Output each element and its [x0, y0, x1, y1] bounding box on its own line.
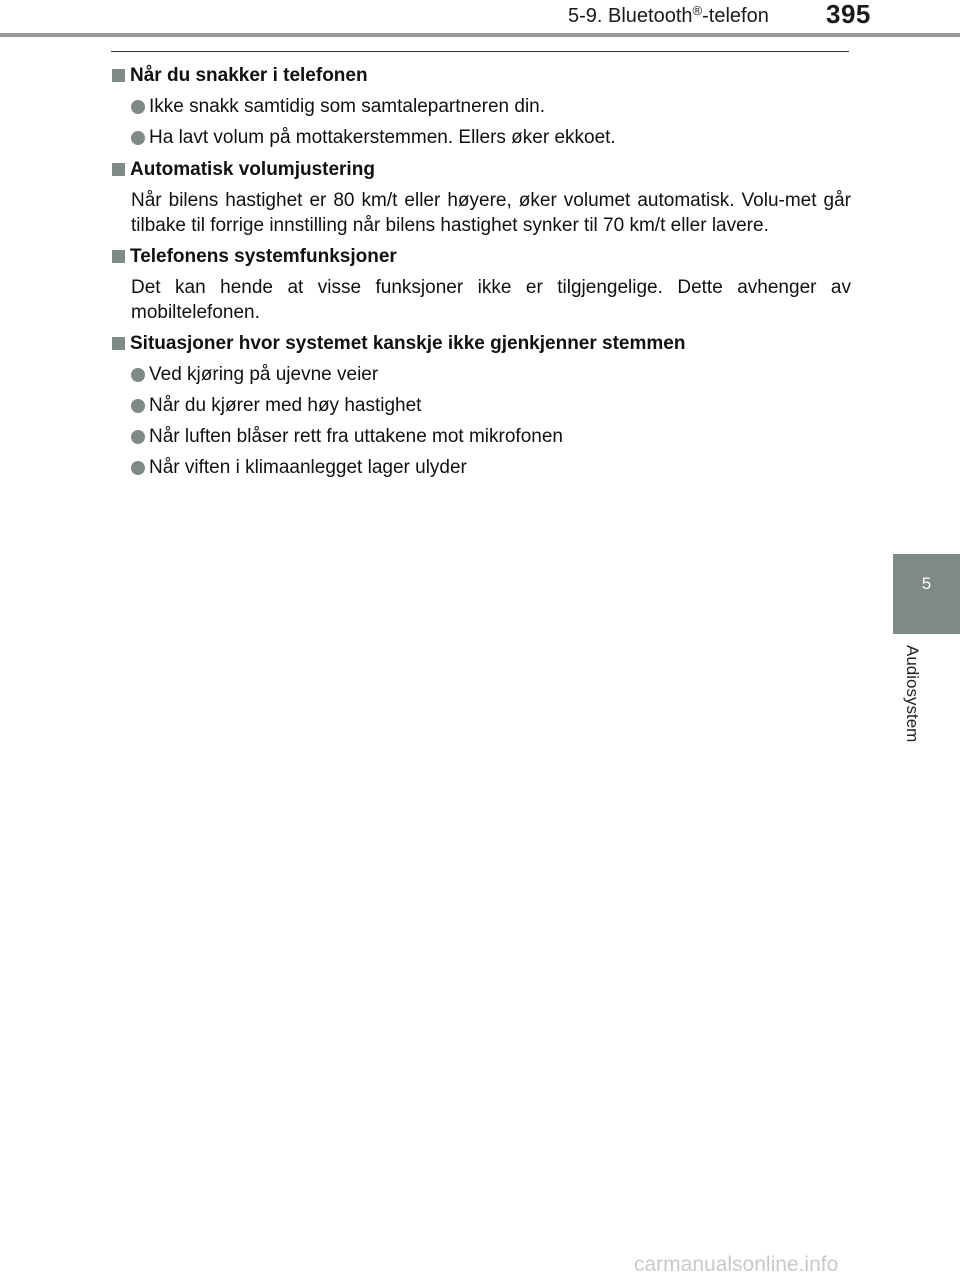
list-item-text: Når luften blåser rett fra uttakene mot mikrofonen	[149, 426, 563, 447]
circle-bullet-icon	[131, 461, 145, 475]
list-item	[111, 393, 851, 419]
chapter-number: 5	[921, 574, 932, 593]
section-heading	[111, 331, 851, 357]
section-title-suffix: -telefon	[702, 5, 769, 27]
list-item-text: Når du kjører med høy hastighet	[149, 395, 422, 416]
chapter-tab	[893, 554, 960, 634]
circle-bullet-icon	[131, 399, 145, 413]
square-bullet-icon	[112, 163, 125, 176]
section-heading	[111, 63, 851, 89]
list-item-text: Ved kjøring på ujevne veier	[149, 364, 379, 385]
section-paragraph: Når bilens hastighet er 80 km/t eller høyere, øker volumet automatisk. Volu-met går tilbake til forrige innstilling når bilens hastighet synker til 70 km/t eller lavere.	[131, 190, 851, 236]
section-title-prefix: 5-9. Bluetooth	[568, 5, 693, 27]
list-item	[111, 455, 851, 481]
section-heading-text: Når du snakker i telefonen	[130, 65, 368, 86]
section-heading	[111, 244, 851, 270]
page-content	[111, 63, 851, 481]
square-bullet-icon	[112, 337, 125, 350]
section-paragraph: Det kan hende at visse funksjoner ikke er tilgjengelige. Dette avhenger av mobiltelefonen.	[131, 277, 851, 323]
section-heading-text: Situasjoner hvor systemet kanskje ikke gjenkjenner stemmen	[130, 333, 686, 354]
list-item	[111, 125, 851, 151]
circle-bullet-icon	[131, 131, 145, 145]
section-heading-text: Telefonens systemfunksjoner	[130, 246, 397, 267]
list-item	[111, 362, 851, 388]
square-bullet-icon	[112, 250, 125, 263]
square-bullet-icon	[112, 69, 125, 82]
header-rule	[0, 33, 960, 37]
page-number: 395	[826, 0, 871, 29]
watermark: carmanualsonline.info	[634, 1253, 839, 1276]
list-item-text: Når viften i klimaanlegget lager ulyder	[149, 457, 467, 478]
list-item	[111, 94, 851, 120]
section-heading	[111, 157, 851, 183]
chapter-label: Audiosystem	[903, 645, 922, 743]
list-item	[111, 424, 851, 450]
list-item-text: Ikke snakk samtidig som samtalepartneren din.	[149, 96, 546, 117]
section-title	[568, 1, 808, 31]
circle-bullet-icon	[131, 430, 145, 444]
circle-bullet-icon	[131, 100, 145, 114]
registered-mark: ®	[692, 3, 703, 18]
list-item-text: Ha lavt volum på mottakerstemmen. Ellers øker ekkoet.	[149, 127, 616, 148]
circle-bullet-icon	[131, 368, 145, 382]
content-top-rule	[111, 51, 849, 52]
section-heading-text: Automatisk volumjustering	[130, 159, 375, 180]
